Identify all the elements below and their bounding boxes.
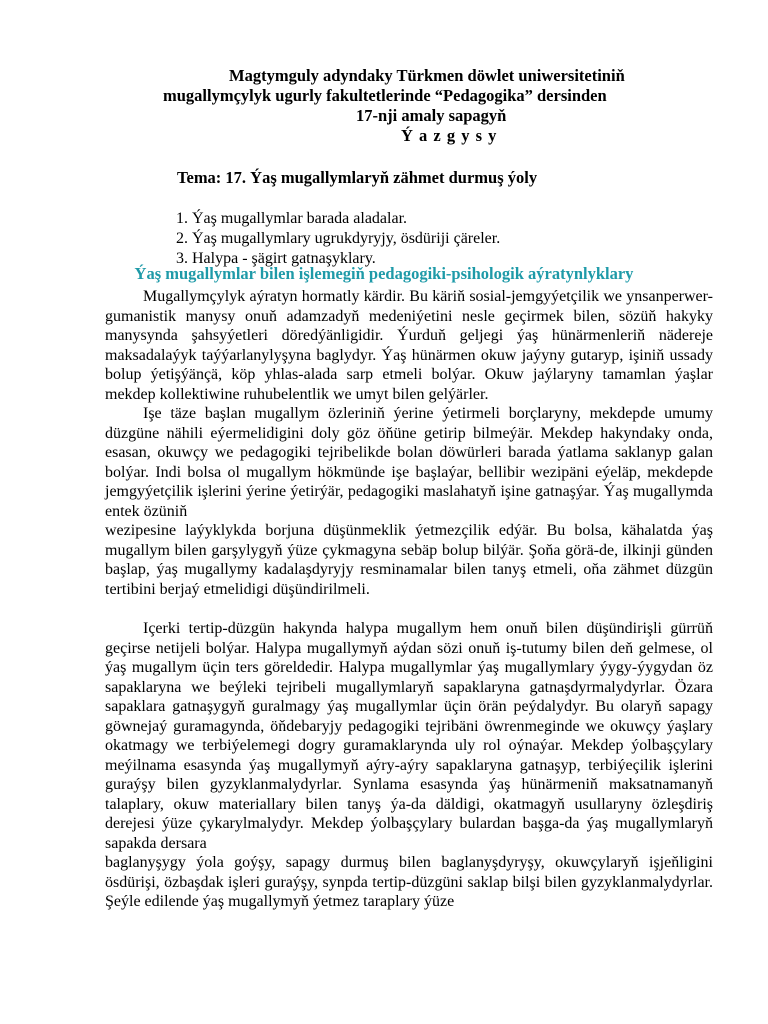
section-title: Ýaş mugallymlar bilen işlemegiň pedagogiki-psihologik aýratynlyklary xyxy=(134,264,634,283)
paragraph: Mugallymçylyk aýratyn hormatly kärdir. Bu käriň sosial-jemgyýetçilik we ynsanperwer-gumanistik manysy onuň adamzadyň medeniýetini nesle geçirmek bilen, sözüň hakyky manysynda şahsyýetleri döredýänligidir. Ýurduň geljegi ýaş hünärmenleriň nädereje maksadalaýyk taýýarlanylyşyna baglydyr. Ýaş hünärmen okuw jaýyny gutaryp, işiniň ussady bolup ýetişýänçä, köp yhlas-alada sarp etmeli bolýar. Okuw jaýlaryny tamamlan ýaşlar mekdep kollektiwine ruhubelentlik we umyt bilen gelýärler. xyxy=(105,288,713,403)
plan-item: 1. Ýaş mugallymlar barada aladalar. xyxy=(176,210,408,227)
plan-item: 3. Halypa - şägirt gatnaşyklary. xyxy=(176,250,376,267)
header-line-faculties: mugallymçylyk ugurly fakultetlerinde “Pedagogika” dersinden xyxy=(163,86,607,105)
header-line-record: Ý a z g y s y xyxy=(401,126,498,145)
body-text xyxy=(105,287,713,912)
paragraph: Işe täze başlan mugallym özleriniň ýerine ýetirmeli borçlaryny, mekdepde umumy düzgüne nähili eýermelidigini doly göz öňüne getirip bilmeýär. Mekdep hakyndaky onda, esasan, okuwçy we pedagogiki tejribelikde bolan döwürleri barada ýatlama saklanyp galan bolýar. Indi bolsa ol mugallym hökmünde işe başlaýar, bellibir wezipäni eýeläp, mekdepde jemgyýetçilik işlerini ýerine ýetirýär, pedagogiki maslahatyň işine gatnaşýar. Ýaş mugallymda entek özüniň xyxy=(105,405,713,520)
paragraph: Içerki tertip-düzgün hakynda halypa mugallym hem onuň bilen düşündirişli gürrüň geçirse netijeli bolýar. Halypa mugallymyň aýdan sözi onuň iş-tutumy bilen deň gelmese, ol ýaş mugallym üçin ters göreldedir. Halypa mugallymlar ýaş mugallymlary ýygy-ýygydan öz sapaklaryna we beýleki tejribeli mugallymlaryň sapaklaryna gatnaşdyrmalydyrlar. Özara sapaklara gatnaşygyň guralmagy ýaş mugallymlar üçin örän peýdalydyr. Bu olaryň sapagy göwnejaý guramagynda, öňdebaryjy pedagogiki tejribäni öwrenmeginde we okuwçy ýaşlary okatmagy we terbiýelemegi dogry guramaklarynda uly rol oýnaýar. Mekdep ýolbaşçylary meýilnama esasynda ýaş mugallymyň aýry-aýry sapaklaryna gatnaşyp, terbiýeçilik işlerini guraýşy bilen gyzyklanmalydyrlar. Synlama esasynda ýaş hünärmeniň maksatnamanyň talaplary, okuw materiallary bilen tanyş ýa-da däldigi, okatmagyň usullaryny özleşdiriş derejesi ýüze çykarylmalydyr. Mekdep ýolbaşçylary bulardan başga-da ýaş mugallymlaryň sapakda dersara xyxy=(105,620,713,852)
paragraph: wezipesine laýyklykda borjuna düşünmeklik ýetmezçilik edýär. Bu bolsa, kähalatda ýaş mugallym bilen garşylygyň ýüze çykmagyna sebäp bolup bilýär. Şoňa görä-de, ilkinji günden başlap, ýaş mugallymy kadalaşdyryjy resminamalar bilen tanyş etmeli, oňa zähmet düzgün tertibini berjaý etmelidigi düşündirilmeli. xyxy=(105,522,713,598)
header-line-lesson: 17-nji amaly sapagyň xyxy=(356,106,507,125)
topic-title: Tema: 17. Ýaş mugallymlaryň zähmet durmuş ýoly xyxy=(177,168,538,187)
plan-item: 2. Ýaş mugallymlary ugrukdyryjy, ösdüriji çäreler. xyxy=(176,230,501,247)
document-header xyxy=(0,66,768,146)
paragraph: baglanyşygy ýola goýşy, sapagy durmuş bilen baglanyşdyryşy, okuwçylaryň işjeňligini ösdürişi, özbaşdak işleri guraýşy, synpda tertip-düzgüni saklap bilşi bilen gyzyklanmalydyrlar. Şeýle edilende ýaş mugallymyň ýetmez taraplary ýüze xyxy=(105,854,713,910)
header-line-university: Magtymguly adyndaky Türkmen döwlet uniwersitetiniň xyxy=(229,66,625,85)
plan-list xyxy=(176,209,500,269)
